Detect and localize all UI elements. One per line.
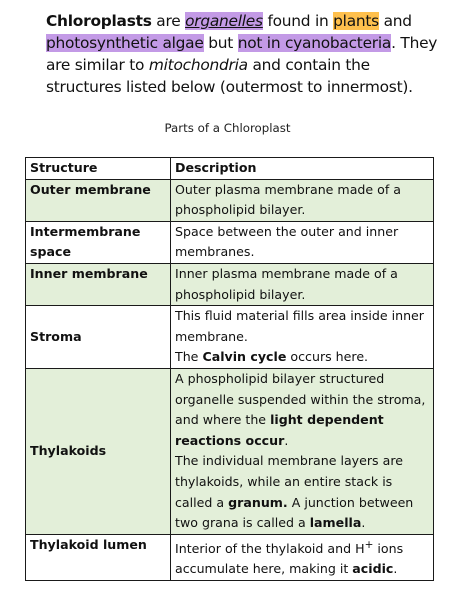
description-cell (171, 306, 434, 369)
chloroplast-parts-table (25, 157, 434, 581)
word-are: are (156, 12, 181, 30)
punctuation: . (393, 561, 398, 577)
table-row (26, 534, 434, 580)
highlight-organelles: organelles (185, 12, 263, 30)
structure-cell: Intermembrane space (26, 221, 171, 263)
structure-cell: Outer membrane (26, 179, 171, 221)
header-structure: Structure (26, 158, 171, 180)
word-and: and (383, 12, 412, 30)
description-cell: Outer plasma membrane made of a phospholipid bilayer. (171, 179, 434, 221)
word-but: but (208, 34, 234, 52)
superscript-plus: + (364, 538, 374, 551)
description-cell (171, 534, 434, 580)
intro-line3-end: and contain the structures listed below (outermost to innermost). (46, 56, 413, 96)
intro-period: . (391, 34, 396, 52)
table-row (26, 221, 434, 263)
punctuation: . (361, 515, 366, 531)
table-row (26, 263, 434, 305)
description-cell: Space between the outer and inner membranes. (171, 221, 434, 263)
table-row (26, 306, 434, 369)
intro-paragraph (46, 10, 446, 98)
table-caption: Parts of a Chloroplast (164, 121, 291, 135)
lumen-desc-b: ions accumulate here, making it (175, 540, 404, 577)
term-granum: granum. (228, 494, 288, 510)
structure-cell: Thylakoids (26, 368, 171, 534)
description-cell: Inner plasma membrane made of a phospholipid bilayer. (171, 263, 434, 305)
table-row (26, 368, 434, 534)
stroma-desc-line1: This fluid material fills area inside inner membrane. (175, 308, 424, 344)
term-acidic: acidic (352, 561, 394, 577)
word-found-in: found in (267, 12, 329, 30)
intro-line3-start: They are similar to (46, 34, 438, 74)
table-row (26, 179, 434, 221)
description-cell (171, 368, 434, 534)
punctuation: . (284, 432, 289, 448)
header-description: Description (171, 158, 434, 180)
table-header-row (26, 158, 434, 180)
term-light-dependent-reactions: light dependent reactions occur (175, 412, 384, 448)
thylakoid-desc-p2: The individual membrane layers are thylakoids, while an entire stack is called a (175, 453, 403, 510)
highlight-not-in-cyanobacteria: not in cyanobacteria (237, 34, 392, 52)
stroma-desc-the: The (175, 349, 199, 365)
structure-cell: Thylakoid lumen (26, 534, 171, 580)
stroma-desc-end: occurs here. (290, 349, 369, 365)
term-mitochondria: mitochondria (148, 56, 248, 74)
thylakoid-desc-p1: A phospholipid bilayer structured organelle suspended within the stroma, and where the (175, 370, 426, 428)
term-calvin-cycle: Calvin cycle (202, 349, 287, 365)
lumen-desc-a: Interior of the thylakoid and H (175, 540, 365, 556)
structure-cell: Stroma (26, 306, 171, 369)
term-chloroplasts: Chloroplasts (46, 12, 152, 30)
highlight-photosynthetic-algae: photosynthetic algae (46, 34, 204, 52)
structure-cell: Inner membrane (26, 263, 171, 305)
thylakoid-desc-p2b: A junction between two grana is called a (175, 494, 414, 531)
highlight-plants: plants (333, 12, 379, 30)
term-lamella: lamella (309, 515, 362, 531)
